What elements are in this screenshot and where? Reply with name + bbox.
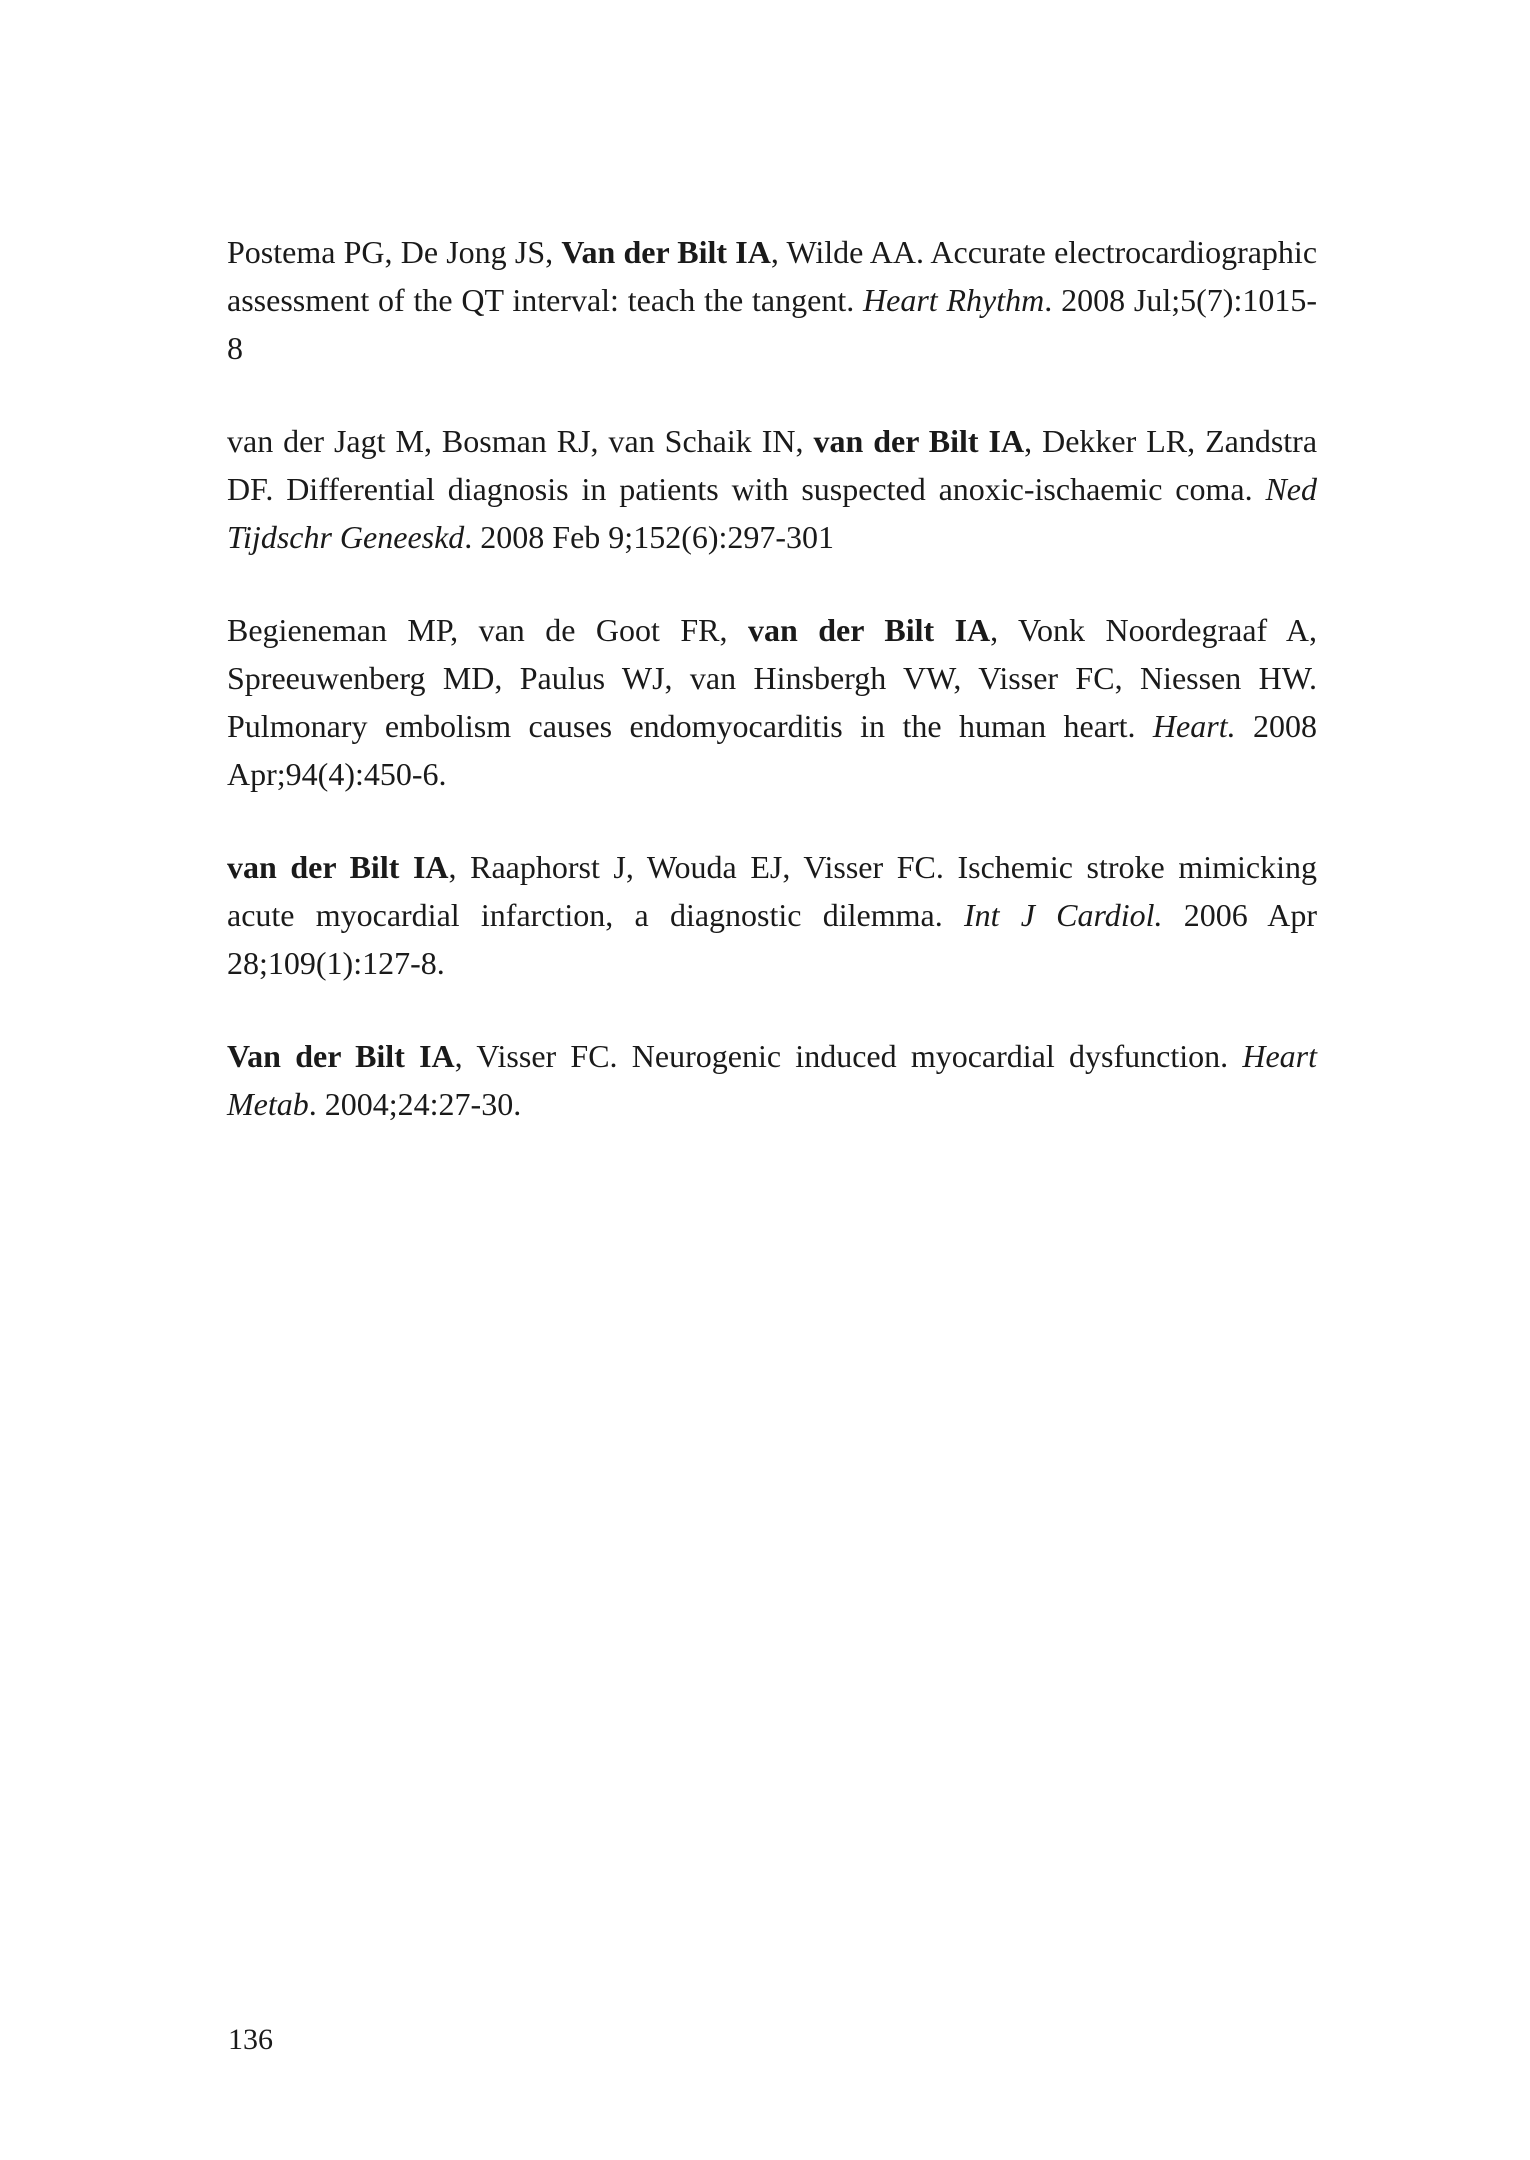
reference-authors-before: Postema PG, De Jong JS, (227, 234, 562, 270)
reference-body: , Raaphorst J, Wouda EJ, Visser FC. Ischemic stroke mimicking acute myocardial infarction, a diagnostic dilemma. (227, 849, 1317, 933)
reference-item (227, 228, 1317, 372)
reference-item (227, 606, 1317, 798)
reference-citation: 2006 Apr 28;109(1):127-8. (227, 897, 1318, 981)
reference-citation: . 2004;24:27-30. (308, 1086, 522, 1122)
journal-name: Heart Metab (227, 1038, 1318, 1122)
reference-citation: 2008 Apr;94(4):450-6. (227, 708, 1318, 792)
highlighted-author: van der Bilt IA (748, 612, 991, 648)
highlighted-author: van der Bilt IA (227, 849, 449, 885)
journal-name: Int J Cardiol. (963, 897, 1163, 933)
reference-authors-before: van der Jagt M, Bosman RJ, van Schaik IN, (227, 423, 814, 459)
journal-name: Heart. (1152, 708, 1236, 744)
reference-item (227, 417, 1317, 561)
reference-citation: . 2008 Feb 9;152(6):297-301 (464, 519, 835, 555)
reference-body: , Vonk Noordegraaf A, Spreeuwenberg MD, Paulus WJ, van Hinsbergh VW, Visser FC, Niessen HW. Pulmonary embolism causes endomyocarditis in the human heart. (227, 612, 1318, 744)
highlighted-author: Van der Bilt IA (227, 1038, 455, 1074)
page-number: 136 (228, 2023, 273, 2056)
reference-item (227, 1032, 1317, 1128)
highlighted-author: van der Bilt IA (813, 423, 1025, 459)
reference-body: , Dekker LR, Zandstra DF. Differential diagnosis in patients with suspected anoxic-ischaemic coma. (227, 423, 1318, 507)
journal-name: Ned Tijdschr Geneeskd (227, 471, 1317, 555)
reference-citation: . 2008 Jul;5(7):1015-8 (227, 282, 1318, 366)
reference-body: , Wilde AA. Accurate electrocardiographic assessment of the QT interval: teach the tangent. (227, 234, 1318, 318)
journal-name: Heart Rhythm (863, 282, 1045, 318)
reference-item (227, 843, 1317, 987)
reference-authors-before: Begieneman MP, van de Goot FR, (227, 612, 748, 648)
reference-body: , Visser FC. Neurogenic induced myocardial dysfunction. (454, 1038, 1243, 1074)
highlighted-author: Van der Bilt IA (561, 234, 771, 270)
reference-list (227, 228, 1317, 1173)
